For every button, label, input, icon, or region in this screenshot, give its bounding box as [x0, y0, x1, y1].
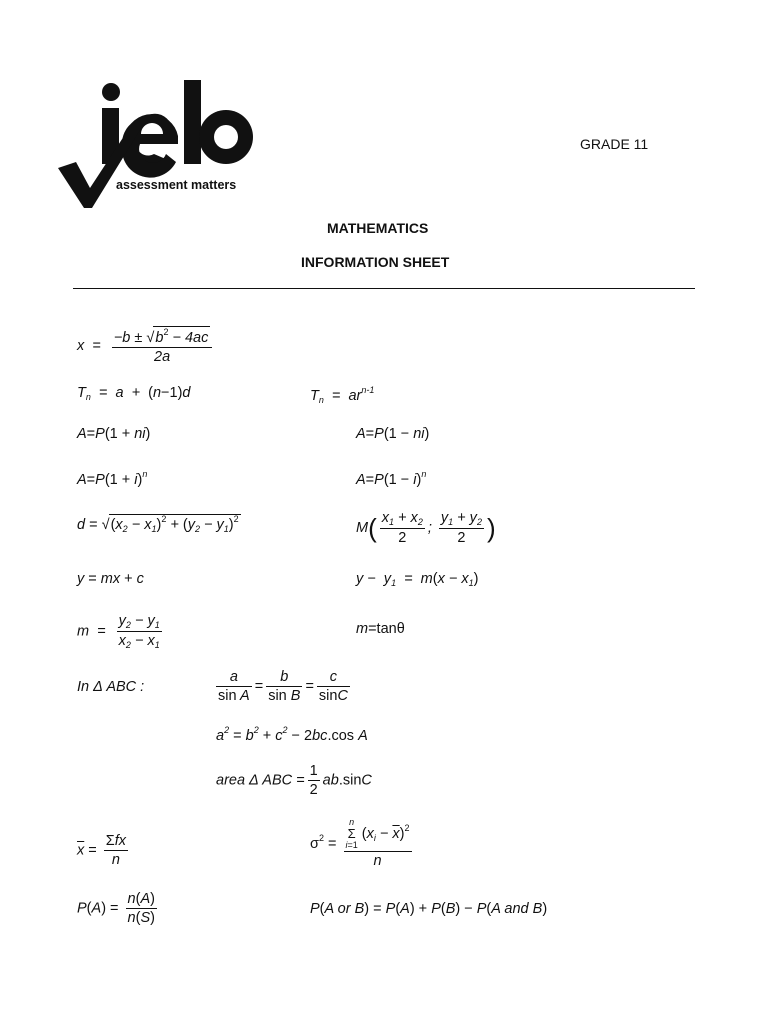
triangle-label: In Δ ABC : — [77, 679, 145, 695]
logo-tagline: assessment matters — [116, 178, 237, 192]
formula-line-equation: y = mx + c — [77, 571, 144, 587]
formula-area-triangle: area Δ ABC = $\frac{1}{2}$ ab.sinC — [216, 763, 372, 799]
formula-tan-gradient: m=tanθ — [356, 621, 405, 637]
formula-geometric-tn: $T_n = ar^{n-1}$ — [310, 385, 375, 405]
subject-title: MATHEMATICS — [327, 220, 429, 236]
area-label: area Δ ABC = — [216, 772, 305, 789]
formula-point-slope: $y - y_1 = m(x - x_1)$ — [356, 571, 479, 588]
sheet-title: INFORMATION SHEET — [301, 254, 450, 270]
grade-label: GRADE 11 — [580, 136, 649, 152]
formula-midpoint: M( $\frac{x_1 + x_2}{2}$ ; $\frac{y_1 + y_2}{2}$ ) — [356, 510, 496, 547]
formula-quadratic: x = $\frac{-b \pm √b^2 - 4ac}{2a}$ — [77, 326, 215, 366]
formula-addition-rule: P(A or B) = P(A) + P(B) − P(A and B) — [310, 901, 548, 917]
formula-distance: $d = √(x_2 - x_1)^2 + (y_2 - y_1)^2$ — [77, 514, 239, 534]
formula-simple-interest: A=P(1 + ni) — [77, 426, 151, 442]
formula-mean: $\overline{x}$ = $\frac{\text{Σfx}}{n}$ — [77, 833, 127, 869]
formula-compound-interest: $A=P(1 + i)^n$ — [77, 469, 148, 488]
ieb-logo — [56, 76, 276, 216]
header-divider — [73, 288, 695, 289]
formula-compound-depreciation: $A=P(1 - i)^n$ — [356, 469, 427, 488]
formula-arithmetic-tn: $T_n = a + (n-1)d$ — [77, 385, 191, 402]
formula-probability: P(A) = $\frac{n(A)}{n(S)}$ — [77, 891, 155, 927]
formula-gradient: m = $\frac{y_2 - y_1}{x_2 - x_1}$ — [77, 613, 160, 651]
checkmark-logo-icon — [56, 76, 276, 216]
formula-cosine-rule: $a^2 = b^2 + c^2 - 2bc.\cos$ A — [216, 725, 368, 744]
formula-sine-rule: $\frac{a}{\text{sin A}}$ = $\frac{b}{\text{sin B}}$ = $\frac{c}{\sin C}$ — [218, 669, 348, 705]
formula-simple-depreciation: A=P(1 − ni) — [356, 426, 430, 442]
formula-variance: $\sigma^2$ = n Σ i=1 $(x_i - \overline{x})^2$ n — [310, 817, 410, 869]
